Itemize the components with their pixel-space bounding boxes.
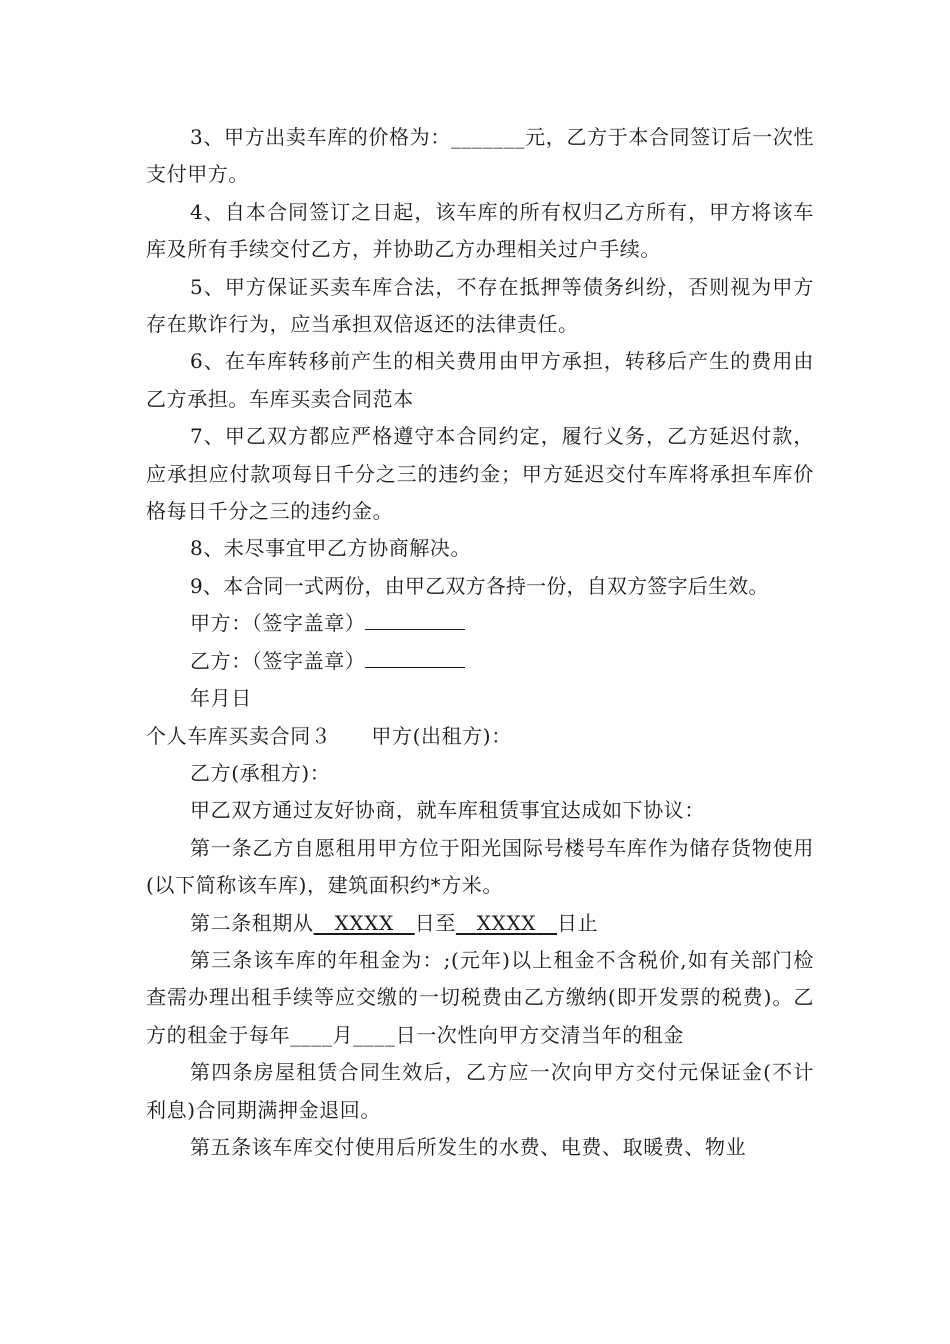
clause-4: 4、自本合同签订之日起，该车库的所有权归乙方所有，甲方将该车库及所有手续交付乙方，并协助乙方办理相关过户手续。 — [146, 199, 814, 262]
clause-7: 7、甲乙双方都应严格遵守本合同约定，履行义务，乙方延迟付款，应承担应付款项每日千分之三的违约金；甲方延迟交付车库将承担车库价格每日千分之三的违约金。 — [146, 424, 814, 524]
article-2-end: XXXX — [476, 910, 537, 935]
article-2-suffix: 日止 — [557, 910, 599, 935]
contract3-article-5: 第五条该车库交付使用后所发生的水费、电费、取暖费、物业 — [190, 1134, 747, 1159]
signature-party-b — [146, 643, 814, 680]
signature-party-b-line — [365, 649, 465, 668]
article-2-prefix: 第二条租期从 — [190, 910, 314, 935]
contract3-lessor: 甲方(出租方)： — [371, 723, 512, 748]
clause-8: 8、未尽事宜甲乙方协商解决。 — [190, 536, 472, 561]
contract3-lessee: 乙方(承租方)： — [190, 760, 331, 785]
contract3-heading-line — [146, 718, 814, 755]
document-page — [146, 119, 814, 1166]
article-2-end-blank — [456, 911, 557, 935]
contract3-article-4: 第四条房屋租赁合同生效后，乙方应一次向甲方交付元保证金(不计利息)合同期满押金退回。 — [146, 1060, 814, 1122]
signature-party-b-label: 乙方：（签字盖章） — [190, 648, 366, 673]
contract3-intro: 甲乙双方通过友好协商，就车库租赁事宜达成如下协议： — [190, 798, 705, 823]
clause-6: 6、在车库转移前产生的相关费用由甲方承担，转移后产生的费用由乙方承担。车库买卖合同范本 — [146, 349, 814, 411]
article-2-mid: 日至 — [414, 910, 456, 935]
article-2-start-blank — [314, 911, 415, 935]
signature-date: 年月日 — [190, 686, 252, 711]
signature-party-a-line — [365, 611, 465, 630]
signature-party-a — [146, 605, 814, 642]
signature-party-a-label: 甲方：（签字盖章） — [190, 611, 366, 636]
contract3-article-1: 第一条乙方自愿租用甲方位于阳光国际号楼号车库作为储存货物使用(以下简称该车库)，建筑面积约*方米。 — [146, 835, 814, 898]
article-2-start: XXXX — [334, 910, 394, 935]
contract3-article-2 — [146, 905, 814, 942]
clause-9: 9、本合同一式两份，由甲乙双方各持一份，自双方签字后生效。 — [190, 573, 769, 598]
contract3-title: 个人车库买卖合同３ — [146, 723, 332, 748]
clause-5: 5、甲方保证买卖车库合法，不存在抵押等债务纠纷，否则视为甲方存在欺诈行为，应当承担双倍返还的法律责任。 — [146, 274, 814, 337]
contract3-article-3: 第三条该车库的年租金为：;(元年)以上租金不含税价,如有关部门检查需办理出租手续等应交缴的一切税费由乙方缴纳(即开发票的税费)。乙方的租金于每年____月____日一次性向甲方交清当年的租金 — [146, 947, 814, 1047]
clause-3: 3、甲方出卖车库的价格为：_______元，乙方于本合同签订后一次性支付甲方。 — [146, 125, 814, 187]
